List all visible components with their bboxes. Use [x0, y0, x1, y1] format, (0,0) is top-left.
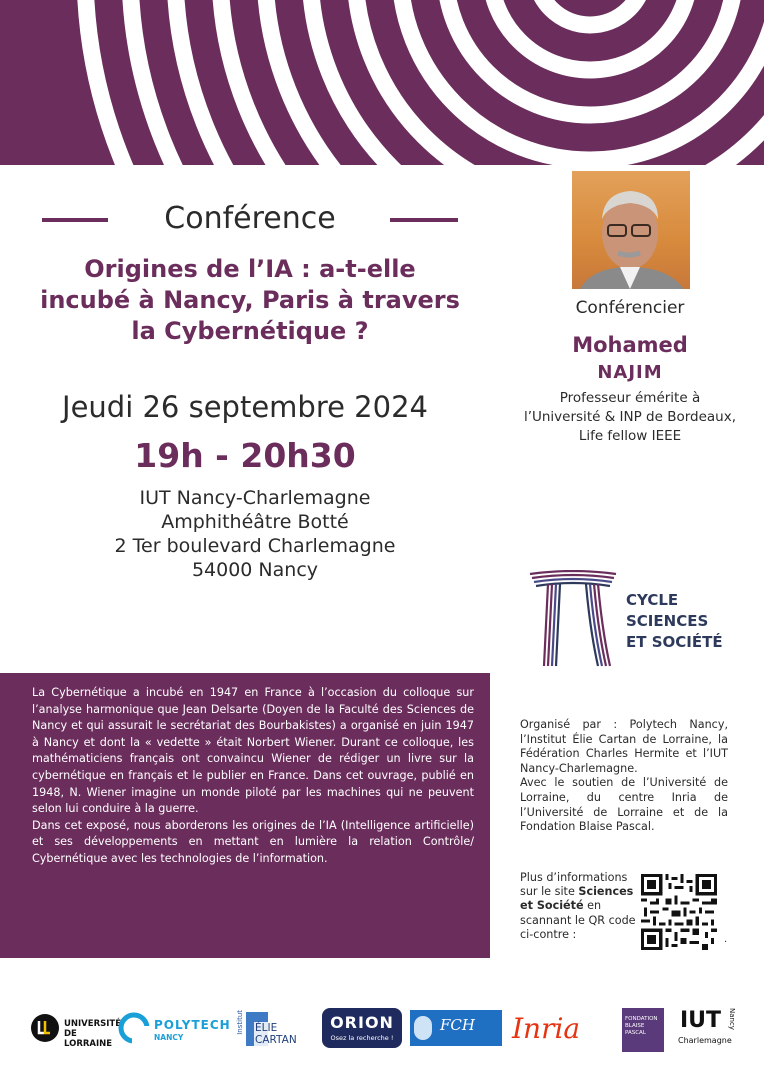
iut-sub: Charlemagne [678, 1036, 732, 1045]
talk-title: Origines de l’IA : a-t-elle incubé à Nancy, Paris à travers la Cybernétique ? [40, 255, 460, 345]
fondation-blaise-pascal-logo [622, 1008, 664, 1052]
section-label: Conférence [164, 201, 336, 236]
more-info-text [520, 871, 638, 942]
fch-name: FCH [440, 1016, 475, 1034]
blaise-pascal-name: FONDATION BLAISE PASCAL [625, 1016, 658, 1036]
heading-rule-left [42, 218, 108, 222]
orion-logo [322, 1008, 402, 1048]
speaker-label: Conférencier [575, 298, 685, 318]
ul-line2: DE LORRAINE [64, 1029, 113, 1049]
more-info-before: Plus d’informations sur le site [520, 871, 628, 899]
institut-elie-cartan-logo [236, 1008, 316, 1050]
event-date: Jeudi 26 septembre 2024 [62, 390, 428, 424]
polytech-sub: NANCY [154, 1033, 184, 1042]
universite-de-lorraine-logo [30, 1010, 121, 1050]
iut-side: Nancy [728, 1008, 736, 1030]
venue-line: 54000 Nancy [191, 559, 319, 581]
header-banner [0, 0, 764, 165]
inria-name: Inria [512, 1012, 581, 1045]
event-time: 19h - 20h30 [134, 436, 356, 475]
qr-code[interactable] [641, 874, 717, 950]
qr-trailing-dot: . [724, 934, 728, 945]
organizers-text [520, 718, 728, 835]
polytech-nancy-logo [118, 1010, 233, 1050]
support-paragraph: Avec le soutien de l’Université de Lorraine, du centre Inria de l’Université de Lorraine et de la Fondation Blaise Pascal. [520, 776, 728, 834]
venue-line: 2 Ter boulevard Charlemagne [114, 535, 396, 557]
cycle-sciences-logo-icon [528, 570, 618, 670]
polytech-name: POLYTECH [154, 1018, 231, 1032]
ul-line1: UNIVERSITÉ [64, 1019, 121, 1029]
abstract-text [32, 685, 474, 868]
abstract-paragraph-2: Dans cet exposé, nous aborderons les origines de l’IA (Intelligence artificielle) et ses développements en mettant en lumière la relation Contrôle/ Cybernétique avec les technologies de l’information. [32, 818, 474, 865]
venue-line: IUT Nancy-Charlemagne [139, 487, 371, 509]
more-info-site-name: Sciences et Société [520, 885, 634, 913]
cycle-line: SCIENCES [626, 612, 709, 630]
federation-charles-hermite-logo [410, 1010, 502, 1046]
speaker-last-name: NAJIM [597, 362, 663, 383]
fch-portrait-icon [414, 1016, 432, 1040]
cycle-line: CYCLE [626, 591, 679, 609]
partner-logos [0, 998, 764, 1068]
venue-line: Amphithéâtre Botté [161, 511, 349, 533]
iut-charlemagne-logo [676, 1006, 744, 1056]
concentric-rings-graphic [0, 0, 764, 165]
speaker-description: Professeur émérite à l’Université & INP de Bordeaux, Life fellow IEEE [523, 390, 737, 444]
ul-circle-icon [30, 1013, 60, 1043]
speaker-photo [572, 171, 690, 289]
orion-tagline: Osez la recherche ! [330, 1034, 394, 1042]
heading-rule-right [390, 218, 458, 222]
iecl-small: Institut [236, 1010, 244, 1035]
iecl-name: ÉLIE CARTAN [254, 1022, 316, 1046]
speaker-first-name: Mohamed [572, 333, 688, 357]
cycle-line: ET SOCIÉTÉ [626, 633, 723, 651]
abstract-box [0, 673, 490, 958]
orion-name: ORION [330, 1013, 394, 1032]
abstract-paragraph-1: La Cybernétique a incubé en 1947 en France à l’occasion du colloque sur l’analyse harmonique que Jean Delsarte (Doyen de la Faculté des Sciences de Nancy et qui assurait le secrétariat des Bourbakistes) a organisé en juin 1947 à Nancy et dont la « vedette » était Norbert Wiener. Durant ce colloque, les mathématiciens français ont convaincu Wiener de rédiger un livre sur la cybernétique en français et le publier en France. Dans cet ouvrage, publié en 1948, N. Wiener imagine un monde piloté par les machines qui ne peuvent selon lui conduire à la guerre. [32, 686, 474, 816]
organizers-paragraph: Organisé par : Polytech Nancy, l’Institut Élie Cartan de Lorraine, la Fédération Charles Hermite et l’IUT Nancy-Charlemagne. [520, 718, 728, 775]
cycle-sciences-logo-text [626, 590, 723, 653]
event-venue [20, 486, 490, 582]
more-info-after: en scannant le QR code ci-contre : [520, 899, 636, 941]
iut-name: IUT [680, 1008, 722, 1033]
polytech-swirl-icon [118, 1012, 150, 1044]
inria-logo [512, 1008, 612, 1048]
